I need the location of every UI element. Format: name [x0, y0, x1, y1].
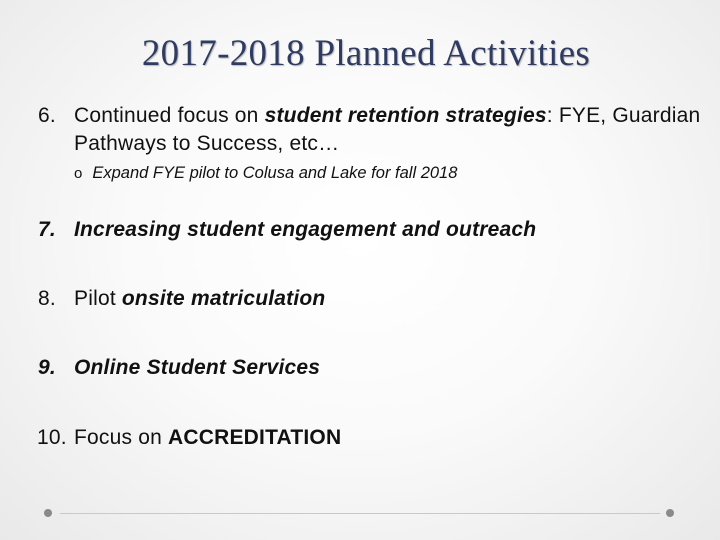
sub-item — [74, 164, 457, 183]
item-emphasis: onsite matriculation — [121, 287, 326, 310]
item-number: 7. — [38, 218, 56, 241]
item-text — [74, 424, 714, 452]
sub-item-text: Expand FYE pilot to Colusa and Lake for fall 2018 — [92, 164, 458, 182]
item-number: 6. — [38, 104, 56, 127]
item-number: 9. — [38, 356, 56, 379]
item-lead: Focus on — [74, 426, 169, 449]
item-text — [74, 285, 714, 313]
left-dot-icon — [44, 509, 52, 517]
item-number: 8. — [38, 287, 56, 310]
item-emphasis: ACCREDITATION — [168, 426, 342, 449]
footer-divider — [60, 513, 660, 514]
item-lead: Continued focus on — [74, 104, 265, 127]
hollow-bullet-icon: o — [74, 165, 83, 182]
slide-title: 2017-2018 Planned Activities — [141, 33, 591, 74]
item-emphasis: student retention strategies — [264, 104, 547, 127]
right-dot-icon — [666, 509, 674, 517]
item-tail: : FYE, Guardian Pathways to Success, etc… — [74, 104, 701, 155]
item-text: Online Student Services — [74, 356, 321, 379]
item-lead: Pilot — [74, 287, 122, 310]
item-number: 10. — [37, 426, 67, 449]
item-text: Increasing student engagement and outreach — [74, 218, 537, 241]
item-text — [74, 102, 714, 158]
